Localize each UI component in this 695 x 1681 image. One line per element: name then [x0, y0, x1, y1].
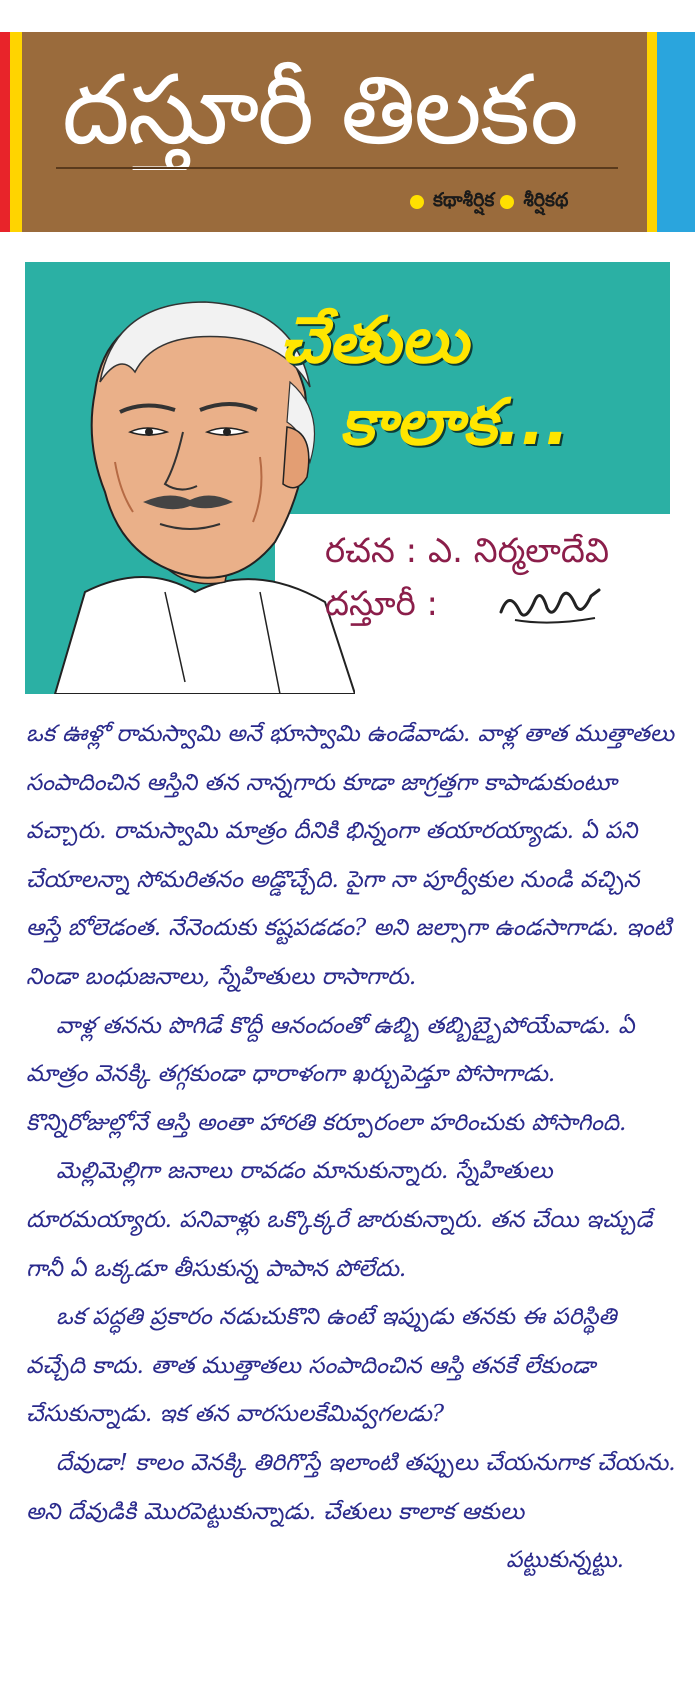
handwritten-signature	[495, 580, 605, 628]
story-paragraph: ఒక పద్ధతి ప్రకారం నడుచుకొని ఉంటే ఇప్పుడు తనకు ఈ పరిస్థితి వచ్చేది కాదు. తాత ముత్తాతలు సంపాదించిన ఆస్తి తనకే లేకుండా చేసుకున్నాడు. ఇక తన వారసులకేమివ్వగలడు?	[26, 1304, 617, 1428]
masthead-tag-story-column: కథాశీర్షిక	[433, 188, 495, 211]
story-closing-line: పట్టుకున్నట్టు.	[505, 1547, 624, 1574]
masthead-tag-title-story: శీర్షికథ	[523, 188, 569, 211]
masthead	[0, 32, 695, 232]
masthead-red-stripe	[0, 32, 10, 232]
story-headline-line-1: చేతులు	[280, 304, 469, 378]
bullet-icon	[410, 195, 424, 209]
masthead-yellow-stripe	[10, 32, 22, 232]
handwriting-credit: దస్తూరీ :	[325, 584, 439, 624]
story-paragraph: ఒక ఊళ్లో రామస్వామి అనే భూస్వామి ఉండేవాడు. వాళ్ల తాత ముత్తాతలు సంపాదించిన ఆస్తిని తన నాన్నగారు కూడా జాగ్రత్తగా కాపాడుకుంటూ వచ్చారు. రామస్వామి మాత్రం దీనికి భిన్నంగా తయారయ్యాడు. ఏ పని చేయాలన్నా సోమరితనం అడ్డొచ్చేది. పైగా నా పూర్వీకుల నుండి వచ్చిన ఆస్తే బోలెడంత. నేనెందుకు కష్టపడడం? అని జల్సాగా ఉండసాగాడు. ఇంటి నిండా బంధుజనాలు, స్నేహితులు రాసాగారు.	[26, 721, 675, 990]
story-header-panel	[25, 262, 670, 694]
masthead-title: దస్తూరీ తిలకం	[62, 54, 577, 166]
author-credit: రచన : ఎ. నిర్మలాదేవి	[325, 531, 610, 571]
story-paragraph: దేవుడా! కాలం వెనక్కి తిరిగొస్తే ఇలాంటి తప్పులు చేయనుగాక చేయను. అని దేవుడికి మొరపెట్టుకున్నాడు. చేతులు కాలాక ఆకులు	[26, 1449, 676, 1525]
story-paragraph: వాళ్ల తనను పొగిడే కొద్దీ ఆనందంతో ఉబ్బి తబ్బిబ్బైపోయేవాడు. ఏ మాత్రం వెనక్కి తగ్గకుండా ధారాళంగా ఖర్చుపెడ్తూ పోసాగాడు. కొన్నిరోజుల్లోనే ఆస్తి అంతా హారతి కర్పూరంలా హరించుకు పోసాగింది.	[26, 1012, 635, 1136]
bullet-icon	[500, 195, 514, 209]
masthead-tags	[410, 188, 568, 216]
masthead-rule	[56, 167, 618, 169]
story-headline-line-2: కాలాక...	[340, 386, 570, 460]
masthead-blue-stripe	[657, 32, 695, 232]
story-paragraph: మెల్లిమెల్లిగా జనాలు రావడం మానుకున్నారు. స్నేహితులు దూరమయ్యారు. పనివాళ్లు ఒక్కొక్కరే జారుకున్నారు. తన చేయి ఇచ్చుడే గానీ ఏ ఒక్కడూ తీసుకున్న పాపాన పోలేదు.	[26, 1158, 653, 1282]
masthead-yellow-stripe-right	[647, 32, 657, 232]
story-body	[26, 710, 676, 1585]
